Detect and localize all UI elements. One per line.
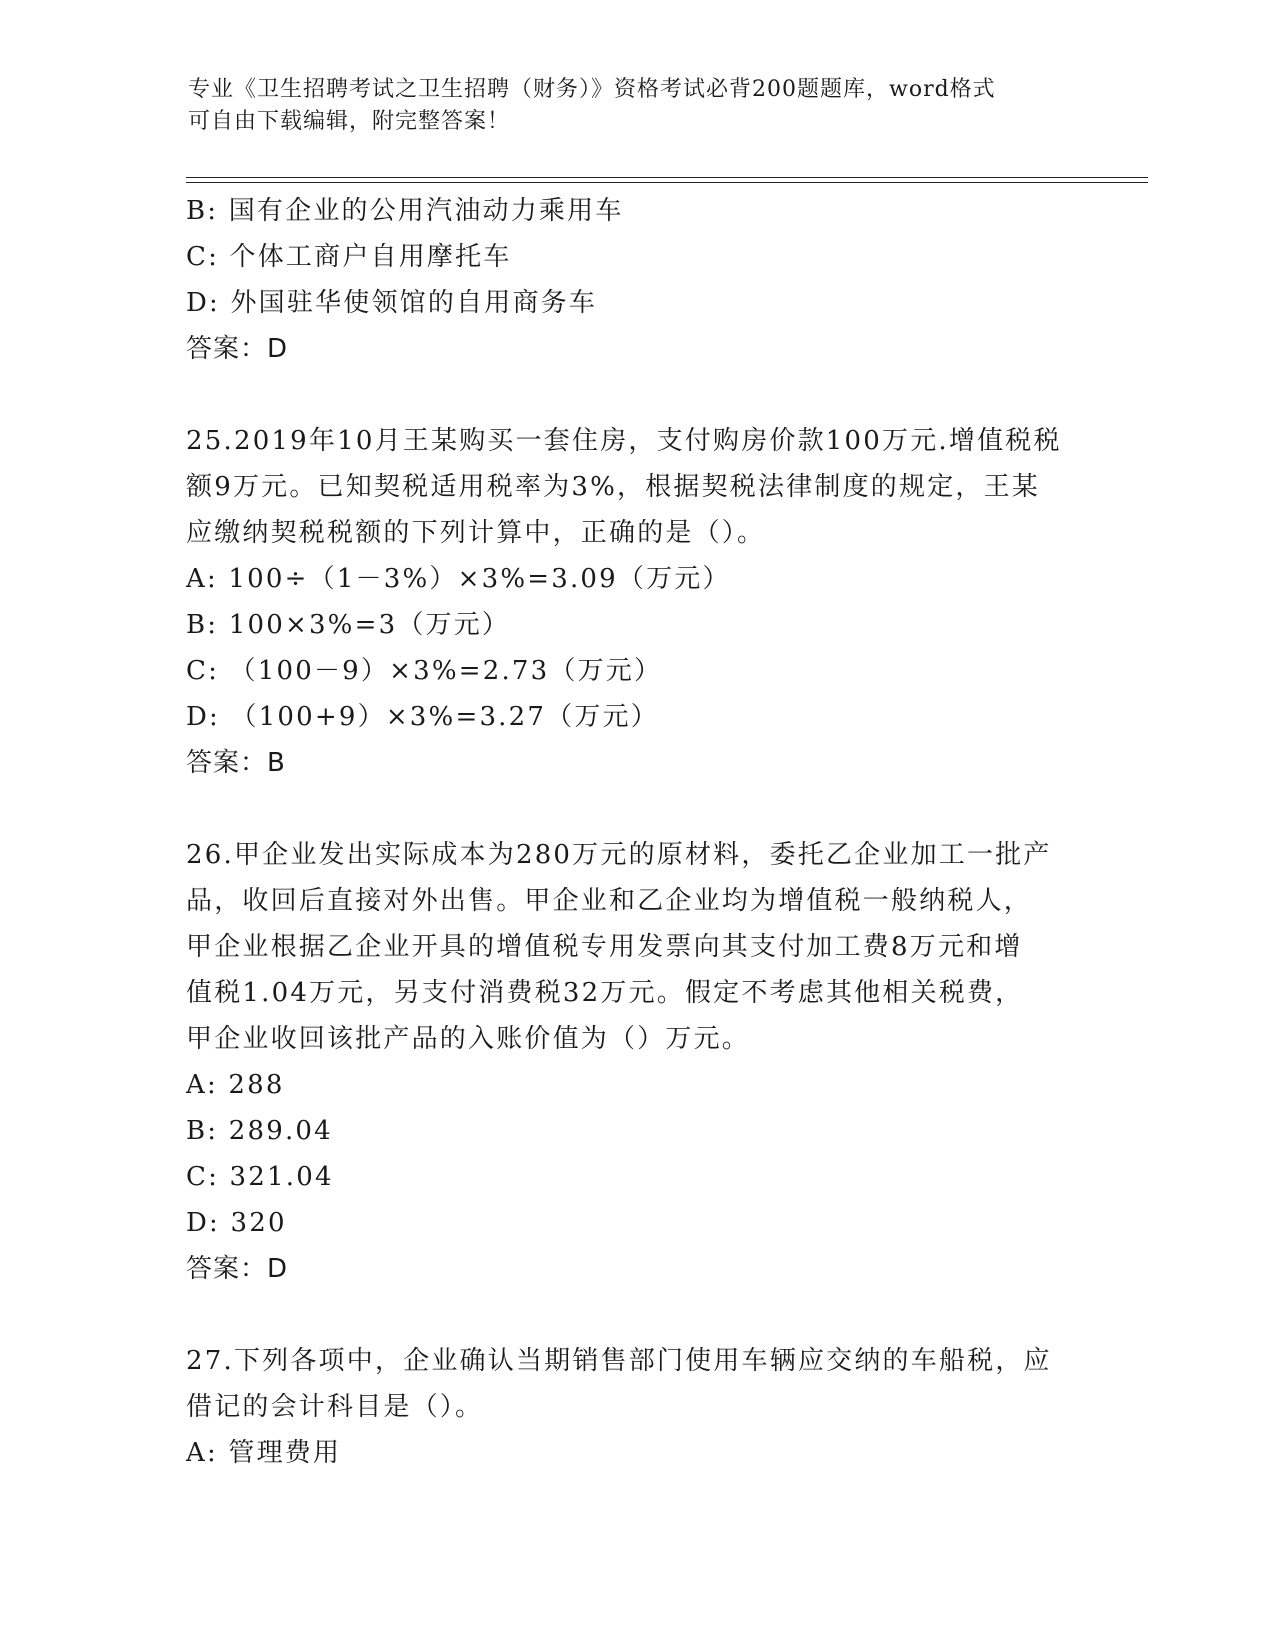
option-a: A: 288 [186,1070,285,1100]
option-a: A: 管理费用 [186,1438,342,1468]
spacer [186,1292,1086,1338]
question-stem-line: 应缴纳契税税额的下列计算中，正确的是（）。 [186,518,766,548]
question-stem-line: 甲企业收回该批产品的入账价值为（）万元。 [186,1024,751,1054]
question-24 [186,188,1086,372]
header-line-1: 专业《卫生招聘考试之卫生招聘（财务）》资格考试必背200题题库，word格式 [188,77,996,102]
question-stem-line: 25.2019年10月王某购买一套住房，支付购房价款100万元.增值税税 [186,426,1062,456]
question-stem-line: 甲企业根据乙企业开具的增值税专用发票向其支付加工费8万元和增 [186,932,1023,962]
question-25 [186,418,1086,786]
option-b: B: 289.04 [186,1116,333,1146]
document-body [186,188,1086,1476]
question-stem-line: 品，收回后直接对外出售。甲企业和乙企业均为增值税一般纳税人， [186,886,1033,916]
option-b: B: 100×3%=3（万元） [186,610,511,640]
option-c: C: 个体工商户自用摩托车 [186,242,512,272]
option-d: D: 外国驻华使领馆的自用商务车 [186,288,598,318]
option-d: D: 320 [186,1208,287,1238]
question-stem-line: 27.下列各项中，企业确认当期销售部门使用车辆应交纳的车船税，应 [186,1346,1052,1376]
header-rule-bottom [186,182,1148,183]
spacer [186,372,1086,418]
answer: 答案：D [186,1254,289,1284]
spacer [186,786,1086,832]
question-27 [186,1338,1086,1476]
question-stem-line: 值税1.04万元，另支付消费税32万元。假定不考虑其他相关税费， [186,978,1024,1008]
header-line-2: 可自由下载编辑，附完整答案！ [188,109,511,134]
option-d: D: （100+9）×3%=3.27（万元） [186,702,659,732]
document-header [188,74,1068,138]
question-stem-line: 额9万元。已知契税适用税率为3%，根据契税法律制度的规定，王某 [186,472,1040,502]
answer: 答案：B [186,748,286,778]
question-stem-line: 借记的会计科目是（）。 [186,1392,484,1422]
question-stem-line: 26.甲企业发出实际成本为280万元的原材料，委托乙企业加工一批产 [186,840,1052,870]
option-c: C: 321.04 [186,1162,334,1192]
header-rule-top [186,177,1148,178]
option-a: A: 100÷（1－3%）×3%=3.09（万元） [186,564,731,594]
option-c: C: （100－9）×3%=2.73（万元） [186,656,663,686]
answer: 答案：D [186,334,289,364]
option-b: B: 国有企业的公用汽油动力乘用车 [186,196,624,226]
question-26 [186,832,1086,1292]
